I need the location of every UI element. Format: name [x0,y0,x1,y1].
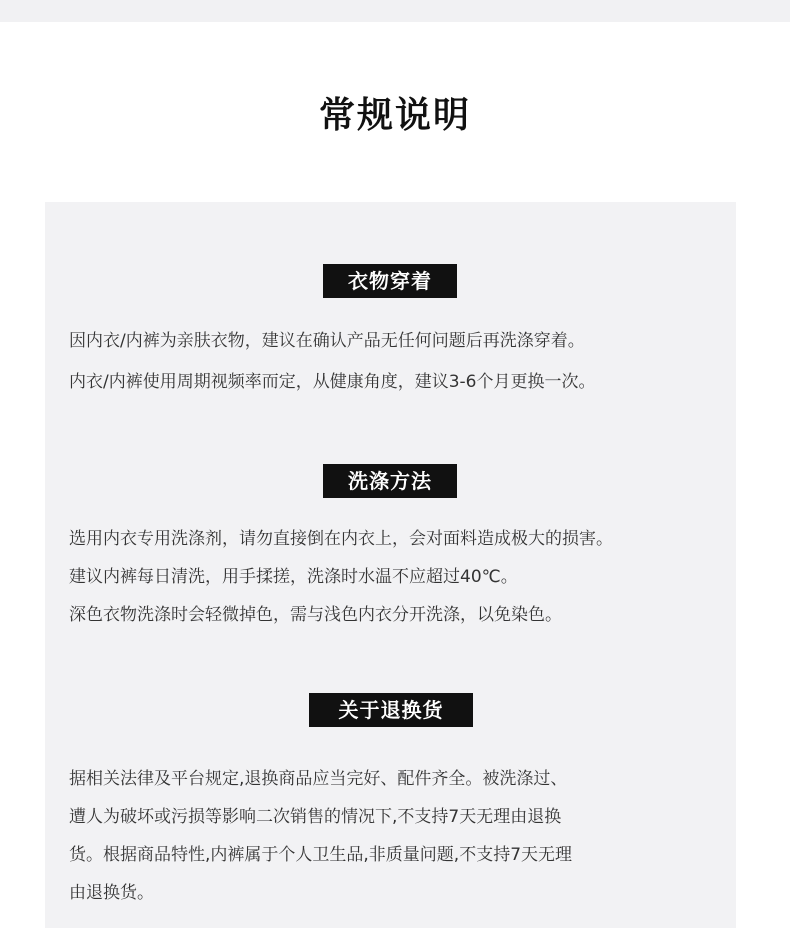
top-strip [0,0,790,22]
wearing-line-2: 内衣/内裤使用周期视频率而定，从健康角度，建议3-6个月更换一次。 [69,372,596,392]
washing-line-1: 选用内衣专用洗涤剂，请勿直接倒在内衣上，会对面料造成极大的损害。 [69,529,613,549]
section-heading-wearing: 衣物穿着 [323,264,457,298]
returns-line-1: 据相关法律及平台规定,退换商品应当完好、配件齐全。被洗涤过、 [69,769,568,789]
wearing-line-1: 因内衣/内裤为亲肤衣物，建议在确认产品无任何问题后再洗涤穿着。 [69,331,585,351]
returns-line-2: 遭人为破坏或污损等影响二次销售的情况下,不支持7天无理由退换 [69,807,562,827]
washing-line-2: 建议内裤每日清洗，用手揉搓，洗涤时水温不应超过40℃。 [69,567,518,587]
returns-line-3: 货。根据商品特性,内裤属于个人卫生品,非质量问题,不支持7天无理 [69,845,573,865]
section-heading-washing: 洗涤方法 [323,464,457,498]
content-panel [45,202,736,928]
page-title: 常规说明 [318,95,471,136]
washing-line-3: 深色衣物洗涤时会轻微掉色，需与浅色内衣分开洗涤，以免染色。 [69,605,562,625]
section-heading-returns: 关于退换货 [309,693,473,727]
returns-line-4: 由退换货。 [69,883,154,903]
